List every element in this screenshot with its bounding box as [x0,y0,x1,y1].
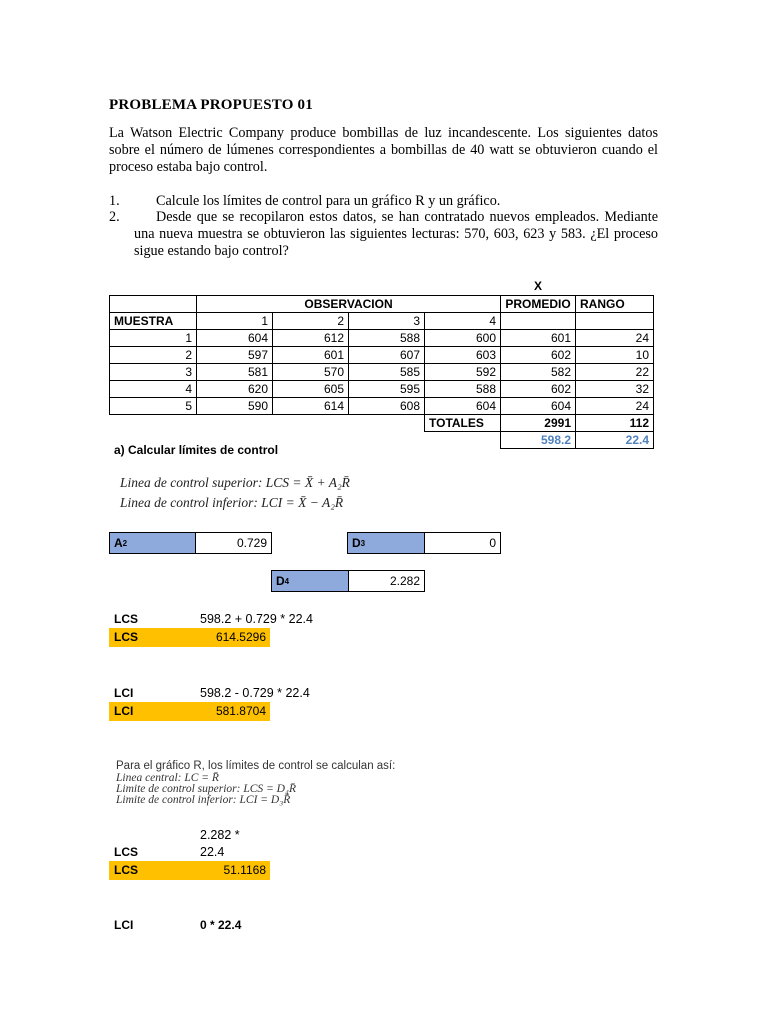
muestra-cell: 1 [110,330,197,347]
obs-cell: 590 [197,398,273,415]
d4-label-box [271,570,349,592]
obs-cell: 588 [425,381,501,398]
obs-cell: 595 [349,381,425,398]
totales-row [110,415,654,432]
a2-value: 0.729 [195,532,272,554]
lci-result-label: LCI [114,704,134,718]
r-lci-formula: Limite de control inferior: LCI = D₃R̄ [116,794,291,806]
table-row [110,398,654,415]
table-row [110,381,654,398]
a2-label: A [114,536,123,550]
mean-rango: 22.4 [576,432,654,449]
table-cell [576,313,654,330]
table-row [110,347,654,364]
obs-cell: 581 [197,364,273,381]
obs-cell: 604 [197,330,273,347]
rango-cell: 24 [576,330,654,347]
r-lcs-label: LCS [114,845,138,859]
table-row [110,364,654,381]
obs-cell: 605 [273,381,349,398]
rango-cell: 32 [576,381,654,398]
obs-cell: 604 [425,398,501,415]
table-cell [501,313,576,330]
obs-cell: 570 [273,364,349,381]
lcs-result-label: LCS [114,630,138,644]
obs-cell: 607 [349,347,425,364]
obs-col-header: 2 [273,313,349,330]
table-cell [349,415,425,432]
r-chart-note: Para el gráfico R, los límites de control se calculan así: [116,760,396,772]
mean-promedio: 598.2 [501,432,576,449]
total-promedio: 2991 [501,415,576,432]
muestra-cell: 2 [110,347,197,364]
lcs-xbar-formula: Linea de control superior: LCS = X̄ + A₂R̄ [120,475,350,490]
obs-col-header: 1 [197,313,273,330]
list-text: Desde que se recopilaron estos datos, se han contratado nuevos empleados. Mediante una nueva muestra se obtuvieron las siguientes lecturas: 570, 603, 623 y 583. ¿El proceso sigue estando bajo control? [134,209,658,259]
lci-xbar-formula: Linea de control inferior: LCI = X̄ − A₂R̄ [120,495,344,510]
d3-value: 0 [424,532,501,554]
promedio-header: PROMEDIO [501,296,576,313]
obs-cell: 614 [273,398,349,415]
table-cell [273,432,349,449]
obs-col-header: 4 [425,313,501,330]
lci-result-value: 581.8704 [215,704,266,718]
list-text: Calcule los límites de control para un gráfico R y un gráfico. [156,193,501,209]
promedio-cell: 602 [501,381,576,398]
r-lcs-result-row [109,861,270,880]
table-cell [349,432,425,449]
d3-sub: 3 [360,538,366,548]
r-lcs-formula: Limite de control superior: LCS = D₄R̄ [116,783,296,795]
obs-cell: 588 [349,330,425,347]
lcs-label: LCS [114,612,138,626]
table-header-row [110,296,654,313]
r-lci-label: LCI [114,918,134,932]
promedio-cell: 601 [501,330,576,347]
a2-label-box [109,532,196,554]
r-lci-expression: 0 * 22.4 [200,918,242,932]
r-lcs-result-value: 51.1168 [223,863,266,877]
rango-cell: 22 [576,364,654,381]
promedio-cell: 582 [501,364,576,381]
d3-label-box [347,532,425,554]
lcs-result-value: 614.5296 [215,630,266,644]
r-lc-formula: Linea central: LC = R̄ [116,772,219,784]
obs-cell: 592 [425,364,501,381]
lci-expression: 598.2 - 0.729 * 22.4 [200,686,310,700]
d4-label: D [276,574,285,588]
obs-cell: 612 [273,330,349,347]
obs-cell: 608 [349,398,425,415]
lci-label: LCI [114,686,134,700]
a2-sub: 2 [122,538,128,548]
muestra-cell: 3 [110,364,197,381]
d4-sub: 4 [284,576,290,586]
table-cell [425,432,501,449]
totales-label: TOTALES [425,415,501,432]
obs-cell: 601 [273,347,349,364]
muestra-cell: 4 [110,381,197,398]
data-table [109,295,654,449]
lcs-expression: 598.2 + 0.729 * 22.4 [200,612,313,626]
table-cell [110,415,197,432]
obs-cell: 603 [425,347,501,364]
table-subheader-row [110,313,654,330]
r-lcs-result-label: LCS [114,863,138,877]
obs-col-header: 3 [349,313,425,330]
obs-cell: 620 [197,381,273,398]
x-label: X [534,279,543,293]
lcs-result-row [109,628,270,647]
promedio-cell: 604 [501,398,576,415]
r-lcs-expression-line2: 22.4 [200,845,225,859]
lci-result-row [109,702,270,721]
table-cell [273,415,349,432]
rango-header: RANGO [576,296,654,313]
promedio-cell: 602 [501,347,576,364]
table-cell [110,296,197,313]
page-title: PROBLEMA PROPUESTO 01 [109,97,313,113]
obs-cell: 597 [197,347,273,364]
table-row [110,330,654,347]
section-a-heading: a) Calcular límites de control [114,443,279,457]
obs-cell: 600 [425,330,501,347]
d3-label: D [352,536,361,550]
muestra-header: MUESTRA [110,313,197,330]
muestra-cell: 5 [110,398,197,415]
obs-cell: 585 [349,364,425,381]
table-cell [197,415,273,432]
intro-paragraph: La Watson Electric Company produce bombillas de luz incandescente. Los siguientes datos sobre el número de lúmenes correspondientes a bombillas de 40 watt se obtuvieron cuando el proceso estaba bajo control. [109,125,658,175]
rango-cell: 24 [576,398,654,415]
r-lcs-expression-line1: 2.282 * [200,828,240,842]
total-rango: 112 [576,415,654,432]
d4-value: 2.282 [348,570,425,592]
observacion-header: OBSERVACION [197,296,501,313]
rango-cell: 10 [576,347,654,364]
list-number: 1. [109,193,120,209]
list-number: 2. [109,209,120,225]
